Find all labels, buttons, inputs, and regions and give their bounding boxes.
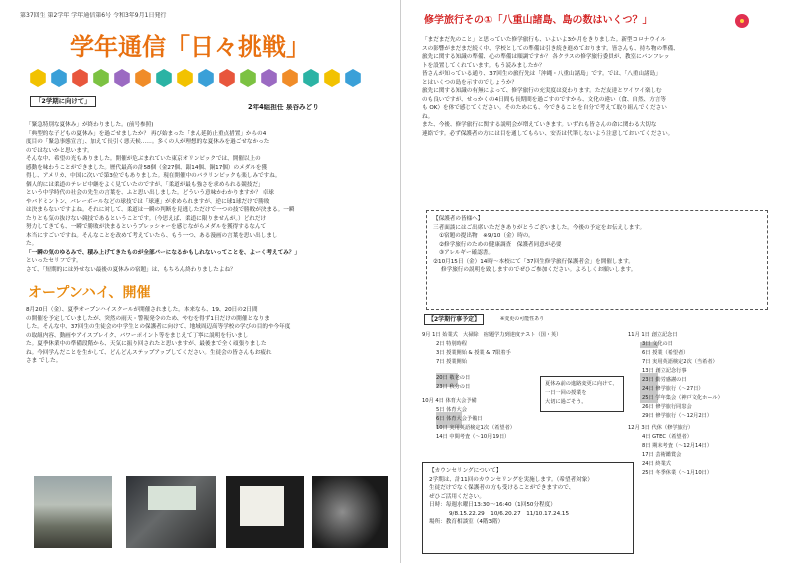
hexagon-shape (93, 69, 109, 87)
body-line: ね。今回学んだことを生かして、どんどんステップアップしてください。生徒会の皆さんもお疲れ (26, 349, 272, 356)
quote-note: といったセリフです。 (26, 258, 82, 264)
body-line: の開催を予定していましたが、突然の雨天・警報発令のため、やむを得ず1日だけの開催となりま (26, 315, 270, 322)
hexagon-shape (261, 69, 277, 87)
hexagon-shape (219, 69, 235, 87)
hibiscus-icon (732, 12, 752, 30)
body-line: 個人的には柔道のテレビ中継をよく見ていたのですが、「柔道が最も強さを求められる競技だ」 (26, 181, 264, 188)
school-trip-heading: 修学旅行その①「八重山諸島、島の数はいくつ？」 (424, 15, 653, 26)
body-line: 度目の「緊急事態宣言」、加えて長引く悪天候……。多くの人が理想的な夏休みを過ごせなかった (26, 139, 270, 145)
calendar-row: 5日 体育大会 (436, 407, 467, 413)
closing-line: さて、「短期的には外せない最後の夏休みの宿題」は、もちろん終わりましたよね？ (26, 266, 236, 273)
hexagon-shape (72, 69, 88, 87)
calendar-row: 14日 中間考査（〜10月19日） (436, 434, 510, 440)
hexagon-shape (198, 69, 214, 87)
body-line: やバドミントン、バレーボールなどの球技では「球速」が求められますが、逆に球1球だけで勝敗 (26, 198, 270, 205)
hexagon-shape (282, 69, 298, 87)
notice-line: ②10月15日（金）14時～本校にて「37回生修学旅行保護者会」を開催します。 (433, 258, 634, 265)
calendar-row: 3日 授業開始 & 授業 & 7限着手 (436, 350, 511, 356)
calendar-row: 23日 秋分の日 (436, 384, 471, 390)
counseling-box (422, 462, 634, 554)
counseling-line: 日時：毎週水曜日13:30～16:40（1回50分程度） (429, 502, 556, 508)
counseling-line: ぜひご活用ください。 (429, 493, 485, 500)
hexagon-shape (303, 69, 319, 87)
calendar-row: 10月 4日 体育大会予備 (422, 398, 477, 404)
hexagon-shape (30, 69, 46, 87)
body-line: スの影響がまだまだ続く中、学校としての準備は引き続き進めております。皆さんも、持ち物の準備、 (422, 45, 679, 52)
counseling-line: 9/8.15.22.29 10/6.20.27 11/10.17.24.15 (449, 510, 570, 517)
callout-line: 一日一回の授業を (545, 390, 587, 396)
newsletter-title: 学年通信「日々挑戦」 (70, 32, 310, 61)
calendar-row: 29日 修学旅行（〜12月2日） (642, 413, 713, 419)
body-line: さま でした。 (26, 358, 62, 364)
right-page (400, 0, 800, 563)
body-line: とはいくつの島を示すのでしょうか？ (422, 79, 518, 86)
calendar-row: 20日 敬老の日 (436, 375, 471, 381)
body-line: 8月20日（金）、夏季オープンハイスクールが開催されました。本来なら、19、20日の2日間 (26, 307, 258, 313)
body-line: ね。 (422, 113, 434, 120)
decorative-hexagon-band (28, 66, 368, 90)
calendar-row: 24日 修学旅行（〜27日） (642, 386, 704, 392)
body-line: また、今後、修学旅行に関する説明会が増えていきます。いずれも皆さんの命に関わる大切な (422, 122, 657, 128)
calendar-row: 8日 期末考査（〜12月14日） (642, 443, 713, 449)
notice-line: 修学旅行の説明を致しますのでぜひご参加ください。よろしくお願いします。 (441, 267, 637, 273)
body-line: 皆さんが知っている通り、37回生の旅行先は「沖縄・八重山諸島」です。では、「八重山諸島」 (422, 71, 661, 77)
section-heading-2nd-term: 「2学期に向けて」 (30, 96, 96, 107)
calendar-row: 12月 3日 代休（修学旅行） (628, 425, 694, 431)
body-line: 「典型的な子どもの夏休み」を過ごせましたか？ 再び始まった「まん延防止重点措置」からの4 (26, 130, 267, 137)
calendar-row: 9月 1日 始業式 大掃除 宿題学力到達度テスト（国・英） (422, 332, 562, 338)
calendar-row: 6日 授業（希望者） (642, 350, 689, 356)
calendar-row: 23日 勤労感謝の日 (642, 377, 687, 383)
body-line: た。夏季休業中の準備段階から、天気に振り回されたと思いますが、最後まで全く頑張りました (26, 341, 267, 347)
calendar-row: 7日 実用英語検定2次（当希者） (642, 359, 718, 365)
body-line: も OK）を体で感じてください。そのためにも、今できることを自分で考えて取り組んでください (422, 105, 667, 111)
hexagon-shape (240, 69, 256, 87)
calendar-row: 13日 創立記念行事 (642, 368, 687, 374)
stage-photo (312, 476, 388, 548)
hexagon-shape (51, 69, 67, 87)
trip-intro (422, 36, 792, 138)
presentation-photo (226, 476, 304, 548)
hexagon-shape (114, 69, 130, 87)
notice-line: ①宿題の提出物 ※9/10（金）時の。 (439, 233, 534, 239)
body-line: という中学時代の社会の先生の言葉を、ふと思い出しました。どういう意味かわかりますか？ 卓球 (26, 190, 274, 196)
body-line: 「緊急特別な夏休み」が終わりました。(前号参照) (26, 122, 154, 128)
counseling-line: 場所：教育相談室（4階3階） (429, 519, 504, 525)
section2-body (26, 306, 396, 366)
hexagon-shape (156, 69, 172, 87)
calendar-row: 2日 特別時程 (436, 341, 467, 347)
body-line: 旅先に関する知識の有無によって、修学旅行の充実度は変わります。ただ友達とワイワイ楽しむ (422, 88, 662, 94)
counseling-line: 2学期は、計11回のカウンセリングを実施します。（希望者対象） (429, 476, 593, 483)
calendar-row: 11月 1日 創立記念日 (628, 332, 678, 338)
body-line: のではないかと思います。 (26, 147, 93, 154)
body-line: 「まだまだ先のこと」と思っていた修学旅行も、いよいよ3か月をきりました。新型コロナウイル (422, 37, 666, 43)
parents-notice-box (426, 210, 768, 310)
body-line: トを設置してくれています。もう読みましたか？ (422, 62, 545, 69)
body-line: 本当にすごいですね。そんなことを改めて考えていたら、もう一つ、ある漫画の言葉を思い出しまし (26, 232, 278, 239)
body-line: 感動を味わうことができました。歴代最高の計58個（金27個、銀14個、銅17個）のメダルを獲 (26, 164, 268, 171)
author-line: 2年4組担任 泉谷みどり (248, 104, 319, 111)
calendar-row: 25日 学年集会（神戸文化ホール） (642, 395, 723, 401)
group-photo (34, 476, 112, 548)
body-line: たりとも気の抜けない競技であるということです。（今思えば、柔道に限りませんが。）どれだけ (26, 215, 267, 222)
notice-line: 三者面談にはご出席いただきありがとうございました。今後の予定をお伝えします。 (433, 224, 646, 231)
hexagon-shape (135, 69, 151, 87)
body-line: の取組内容、動画やアイスブレイク、パワーポイント等をまじえて丁寧に説明を行いまし (26, 332, 249, 339)
body-line: 連絡です。必ず保護者の方には目を通してもらい、安否は代筆しないよう注意しておいてください。 (422, 130, 674, 137)
hexagon-shape (177, 69, 193, 87)
body-line: 努力してきても、一瞬で勝敗が決まるというプレッシャーを感じながらメダルを獲得するなんて (26, 224, 267, 230)
calendar-row: 6日 体育大会予備日 (436, 416, 483, 422)
body-line: のも良いですが、せっかくの4日間も長期間を過ごすのですから、文化の違い（食、自然、方言等 (422, 96, 666, 103)
notice-line: ③アレルギー確認書。 (439, 250, 494, 256)
body-line: した。そんな中、37回生の生徒会の中学生との保護者に向けて、地域周辺高等学校の学びの目的や今年度 (26, 324, 291, 330)
calendar-row: 3日 文化の日 (642, 341, 673, 347)
calendar-row: 7日 授業開始 (436, 359, 467, 365)
calendar-note: ※変更の可能性あり (500, 316, 545, 322)
body-line: は決まらないですよね。それに対して、柔道は一瞬の判断を見逃しただけで一つの技で勝敗が決まる。一瞬 (26, 207, 295, 213)
hexagon-shape (324, 69, 340, 87)
notice-line: ②修学旅行のための健康調査 保護者同意が必要 (439, 241, 562, 248)
counseling-title: 【カウンセリングについて】 (429, 468, 502, 474)
calendar-callout (540, 376, 624, 412)
body-line: 旅先に関する知識の準備、心の準備は順調ですか？ 各クラスの修学旅行委員が、教室にパンフレッ (422, 54, 670, 60)
body-line: た。 (26, 241, 38, 247)
section1-body (26, 121, 396, 274)
callout-line: 大切に過ごそう。 (545, 399, 587, 405)
issue-line: 第37回生 第2学年 学年通信第6号 令和3年9月1日発行 (20, 12, 167, 19)
section-heading-open-high: オープンハイ、開催 (28, 285, 151, 301)
hexagon-shape (345, 69, 361, 87)
callout-line: 夏休み前の進路変更に向けて、 (545, 381, 618, 387)
calendar-row: 24日 終業式 (642, 461, 671, 467)
quote-line: 「一瞬の気のゆるみで、積み上げてきたものが全部パーになるかもしれないってことを、よーく考えてみ？」 (26, 249, 300, 256)
counseling-line: 生徒だけでなく保護者の方も受けることができますので、 (429, 485, 575, 491)
calendar-row: 25日 冬季休業（〜1月10日） (642, 470, 713, 476)
calendar-title: 【2学期行事予定】 (424, 314, 484, 325)
calendar-row: 4日 GTEC（希望者） (642, 434, 692, 440)
calendar-row: 26日 修学旅行同窓会 (642, 404, 692, 410)
calendar-row: 17日 芸術鑑賞会 (642, 452, 682, 458)
classroom-photo (126, 476, 216, 548)
notice-title: 【保護者の皆様へ】 (433, 216, 484, 222)
calendar-row: 10日 実用英語検定1次（希望者） (436, 425, 515, 431)
body-line: そんな中、希望の光もありました。開催が危ぶまれていた東京オリンピックでは、開催以上の (26, 156, 261, 162)
body-line: 得し、アメリカ、中国に次いで第3位でもありました。現在開催中のパラリンピックも楽しみですね。 (26, 173, 281, 179)
